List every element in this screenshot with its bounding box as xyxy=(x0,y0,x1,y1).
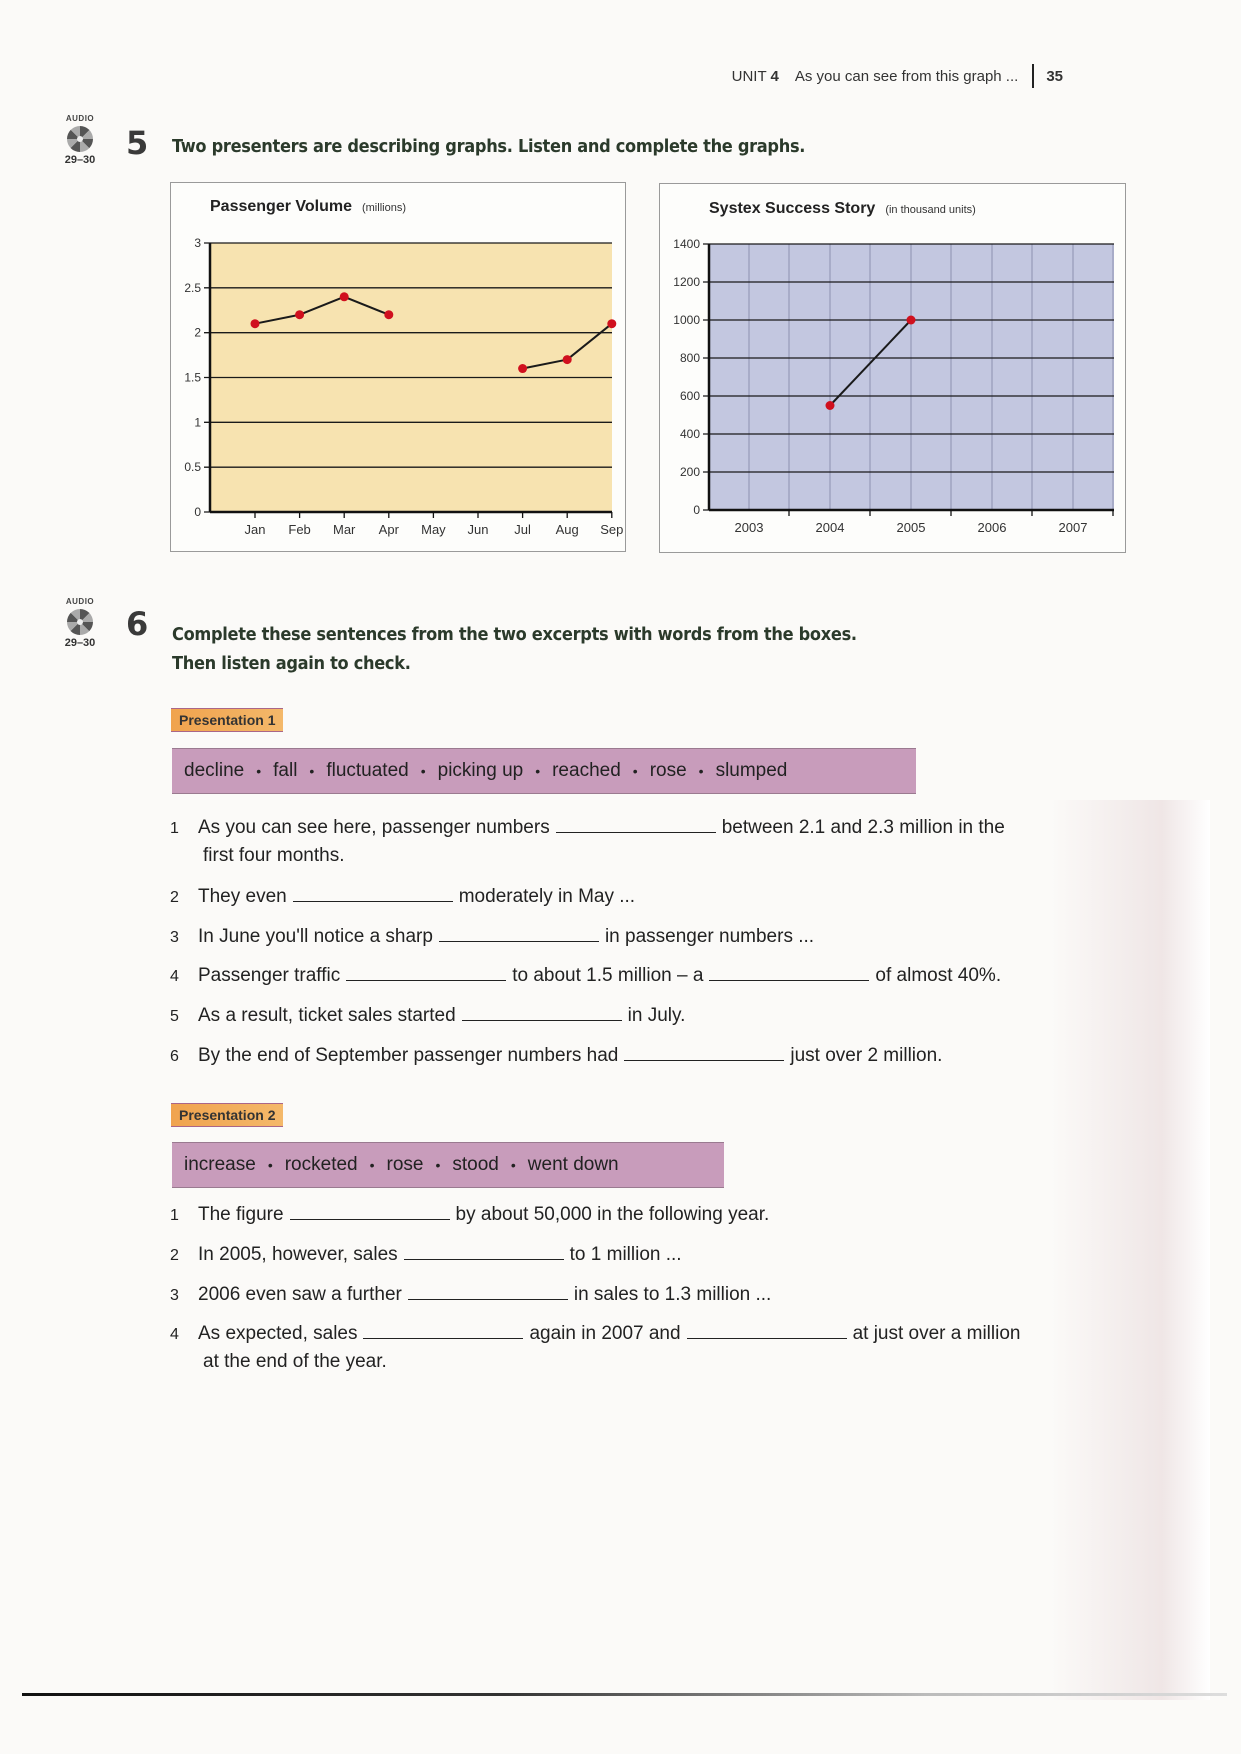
instruction-line: Then listen again to check. xyxy=(172,653,411,674)
word-option: rocketed xyxy=(284,1154,358,1175)
data-point xyxy=(563,355,572,364)
sentence-number: 5 xyxy=(170,1008,179,1025)
unit-label: UNIT 4 xyxy=(731,67,779,85)
audio-label: AUDIO xyxy=(65,114,95,123)
word-option: increase xyxy=(184,1154,256,1175)
word-option: rose xyxy=(649,760,687,781)
bullet-separator: • xyxy=(510,1157,516,1173)
sentence-text: As a result, ticket sales started xyxy=(198,1005,456,1026)
exercise-instruction xyxy=(172,620,857,678)
bullet-separator: • xyxy=(369,1157,375,1173)
x-tick-label: Feb xyxy=(288,522,311,537)
sentence-number: 3 xyxy=(170,929,179,946)
sentence-item xyxy=(170,923,1130,951)
y-tick-label: 2 xyxy=(194,325,201,340)
exercise-number: 6 xyxy=(126,605,149,643)
y-tick-label: 0 xyxy=(194,505,201,519)
chart-passenger-volume xyxy=(170,182,626,552)
x-tick-label: 2003 xyxy=(734,520,764,535)
audio-badge-6[interactable] xyxy=(55,597,105,649)
word-option: fluctuated xyxy=(326,760,409,781)
bullet-separator: • xyxy=(309,763,315,779)
sentence-text: As expected, sales xyxy=(198,1323,358,1344)
instruction-line: Complete these sentences from the two excerpts with words from the boxes. xyxy=(172,624,857,645)
word-option: went down xyxy=(527,1154,619,1175)
y-tick-label: 1200 xyxy=(673,275,700,289)
sentence-text: They even xyxy=(198,886,287,907)
sentence-number: 2 xyxy=(170,1247,179,1264)
word-option: stood xyxy=(452,1154,499,1175)
exercise-instruction: Two presenters are describing graphs. Listen and complete the graphs. xyxy=(172,136,806,157)
sentence-text: in sales to 1.3 million ... xyxy=(573,1284,772,1305)
x-tick-label: 2006 xyxy=(977,520,1007,535)
bullet-separator: • xyxy=(256,763,262,779)
answer-blank[interactable] xyxy=(462,1002,622,1021)
sentence-text: moderately in May ... xyxy=(458,886,636,907)
word-option: slumped xyxy=(715,760,788,781)
x-tick-label: Apr xyxy=(378,522,399,537)
sentence-text: just over 2 million. xyxy=(790,1045,943,1066)
sentence-text: By the end of September passenger numbers had xyxy=(198,1045,619,1066)
data-point xyxy=(340,292,349,301)
sentence-number: 6 xyxy=(170,1048,179,1065)
bullet-separator: • xyxy=(435,1157,441,1173)
answer-blank[interactable] xyxy=(404,1241,564,1260)
bullet-separator: • xyxy=(267,1157,273,1173)
sentence-text: again in 2007 and xyxy=(529,1323,681,1344)
y-tick-label: 800 xyxy=(679,351,700,365)
unit-title: As you can see from this graph ... xyxy=(794,67,1019,85)
answer-blank[interactable] xyxy=(556,814,716,833)
header-divider xyxy=(1032,64,1034,88)
y-tick-label: 1400 xyxy=(673,237,700,251)
sentence-text: As you can see here, passenger numbers xyxy=(198,817,550,838)
sentence-text: Passenger traffic xyxy=(198,965,341,986)
sentence-number: 1 xyxy=(170,820,179,837)
chart-systex-success xyxy=(659,183,1126,553)
y-tick-label: 1.5 xyxy=(184,370,201,385)
sentence-continuation: first four months. xyxy=(203,845,345,866)
page-number: 35 xyxy=(1046,67,1063,85)
word-box-1 xyxy=(172,748,916,794)
x-tick-label: Sep xyxy=(600,522,624,537)
x-tick-label: 2004 xyxy=(815,520,845,535)
sentence-number: 3 xyxy=(170,1287,179,1304)
sentence-text: to 1 million ... xyxy=(569,1244,682,1265)
y-tick-label: 1000 xyxy=(673,313,700,327)
answer-blank[interactable] xyxy=(346,962,506,981)
bullet-separator: • xyxy=(420,763,426,779)
bullet-separator: • xyxy=(535,763,541,779)
answer-blank[interactable] xyxy=(363,1320,523,1339)
sentence-text: between 2.1 and 2.3 million in the xyxy=(721,817,1005,838)
x-tick-label: 2007 xyxy=(1058,520,1088,535)
sentence-text: 2006 even saw a further xyxy=(198,1284,402,1305)
answer-blank[interactable] xyxy=(709,962,869,981)
sentence-text: in July. xyxy=(627,1005,686,1026)
x-tick-label: Jun xyxy=(467,522,489,537)
sentence-text: in passenger numbers ... xyxy=(604,926,815,947)
data-point xyxy=(295,310,304,319)
x-tick-label: 2005 xyxy=(896,520,926,535)
y-tick-label: 0 xyxy=(693,503,700,517)
x-tick-label: May xyxy=(421,522,446,537)
x-tick-label: Jan xyxy=(244,522,266,537)
data-point xyxy=(384,310,393,319)
exercise-number: 5 xyxy=(126,124,149,162)
sentence-item xyxy=(170,1002,1130,1030)
data-point xyxy=(607,319,616,328)
audio-tracks: 29–30 xyxy=(64,637,96,649)
bullet-separator: • xyxy=(698,763,704,779)
sentence-number: 1 xyxy=(170,1207,179,1224)
data-point xyxy=(518,364,527,373)
answer-blank[interactable] xyxy=(687,1320,847,1339)
answer-blank[interactable] xyxy=(293,883,453,902)
running-header xyxy=(732,64,1063,88)
word-option: rose xyxy=(386,1154,424,1175)
chart-title: Systex Success Story (in thousand units) xyxy=(709,200,976,217)
cd-icon xyxy=(67,126,93,152)
data-point xyxy=(251,319,260,328)
audio-tracks: 29–30 xyxy=(64,154,96,166)
sentence-text: of almost 40%. xyxy=(875,965,1002,986)
chart-title: Passenger Volume (millions) xyxy=(210,198,406,215)
chart-svg xyxy=(171,183,625,551)
sentence-item xyxy=(170,814,1130,869)
sentence-continuation: at the end of the year. xyxy=(203,1351,387,1372)
y-tick-label: 3 xyxy=(194,236,201,250)
answer-blank[interactable] xyxy=(408,1281,568,1300)
sentence-text: at just over a million xyxy=(852,1323,1021,1344)
sentence-item xyxy=(170,883,1130,911)
x-tick-label: Jul xyxy=(514,522,531,537)
sentence-item xyxy=(170,962,1130,990)
y-tick-label: 1 xyxy=(194,415,201,430)
y-tick-label: 0.5 xyxy=(184,460,201,475)
word-option: picking up xyxy=(437,760,524,781)
answer-blank[interactable] xyxy=(624,1042,784,1061)
data-point xyxy=(826,401,835,410)
sentence-text: to about 1.5 million – a xyxy=(512,965,704,986)
presentation-2-tag: Presentation 2 xyxy=(171,1103,283,1127)
word-option: decline xyxy=(184,760,245,781)
word-option: fall xyxy=(273,760,298,781)
sentence-text: In 2005, however, sales xyxy=(198,1244,398,1265)
sentence-item xyxy=(170,1042,1130,1070)
sentence-number: 2 xyxy=(170,889,179,906)
audio-label: AUDIO xyxy=(65,597,95,606)
x-tick-label: Aug xyxy=(555,522,579,537)
answer-blank[interactable] xyxy=(290,1201,450,1220)
y-tick-label: 400 xyxy=(679,427,700,441)
x-tick-label: Mar xyxy=(333,522,356,537)
y-tick-label: 600 xyxy=(679,389,700,403)
sentence-item xyxy=(170,1281,1130,1309)
audio-badge-5[interactable] xyxy=(55,114,105,166)
word-option: reached xyxy=(552,760,621,781)
sentence-text: In June you'll notice a sharp xyxy=(198,926,433,947)
answer-blank[interactable] xyxy=(439,923,599,942)
bottom-rule xyxy=(22,1693,1227,1696)
sentence-text: by about 50,000 in the following year. xyxy=(455,1204,770,1225)
y-tick-label: 2.5 xyxy=(184,280,201,295)
presentation-1-tag: Presentation 1 xyxy=(171,708,283,732)
chart-svg xyxy=(660,184,1125,552)
bullet-separator: • xyxy=(632,763,638,779)
sentence-number: 4 xyxy=(170,968,179,985)
data-point xyxy=(907,316,916,325)
sentence-text: The figure xyxy=(198,1204,284,1225)
sentence-item xyxy=(170,1201,1130,1229)
word-box-2 xyxy=(172,1142,724,1188)
sentence-item xyxy=(170,1320,1130,1375)
y-tick-label: 200 xyxy=(679,465,700,479)
sentence-item xyxy=(170,1241,1130,1269)
sentence-number: 4 xyxy=(170,1326,179,1343)
cd-icon xyxy=(67,609,93,635)
